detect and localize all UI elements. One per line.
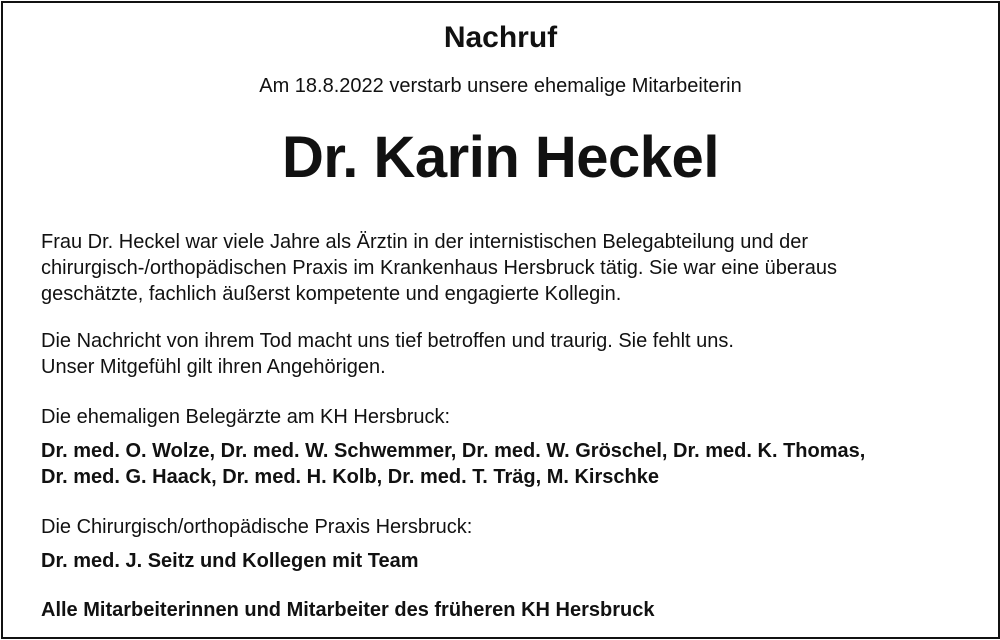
tribute-line: chirurgisch-/orthopädischen Praxis im Krankenhaus Hersbruck tätig. Sie war eine überaus (41, 257, 837, 279)
deceased-name: Dr. Karin Heckel (282, 125, 719, 190)
group1-signatories (41, 438, 978, 490)
signatory-line: Dr. med. G. Haack, Dr. med. H. Kolb, Dr. med. T. Träg, M. Kirschke (41, 466, 659, 488)
tribute-line: Frau Dr. Heckel war viele Jahre als Ärztin in der internistischen Belegabteilung und der (41, 231, 809, 253)
group1-title: Die ehemaligen Belegärzte am KH Hersbruck: (41, 406, 451, 428)
tribute-paragraph (41, 229, 978, 307)
condolence-line: Unser Mitgefühl gilt ihren Angehörigen. (41, 356, 386, 378)
signatory-line: Dr. med. O. Wolze, Dr. med. W. Schwemmer, Dr. med. W. Gröschel, Dr. med. K. Thomas, (41, 440, 866, 462)
condolence-line: Die Nachricht von ihrem Tod macht uns tief betroffen und traurig. Sie fehlt uns. (41, 330, 734, 352)
obituary-frame (1, 1, 1000, 639)
obituary-heading: Nachruf (443, 21, 558, 54)
group2-signatories: Dr. med. J. Seitz und Kollegen mit Team (41, 550, 419, 572)
closing-signatories: Alle Mitarbeiterinnen und Mitarbeiter des früheren KH Hersbruck (41, 599, 655, 621)
condolence-paragraph (41, 328, 978, 380)
intro-line: Am 18.8.2022 verstarb unsere ehemalige Mitarbeiterin (259, 75, 742, 97)
group2-title: Die Chirurgisch/orthopädische Praxis Hersbruck: (41, 516, 473, 538)
tribute-line: geschätzte, fachlich äußerst kompetente und engagierte Kollegin. (41, 283, 622, 305)
